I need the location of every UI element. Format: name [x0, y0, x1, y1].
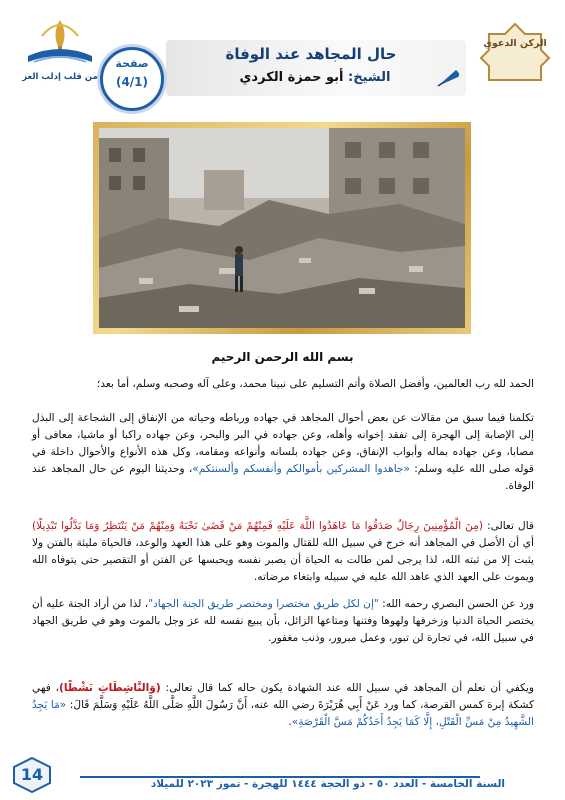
- author-label: الشيخ:: [348, 70, 391, 85]
- intro-end: ، وحديثنا اليوم عن حال المجاهد عند الوفاة.: [32, 463, 534, 492]
- rubble-photo-image: [99, 128, 465, 328]
- title-banner: [156, 40, 466, 96]
- hadith-jihad-quote: «جاهدوا المشركين بأموالكم وأنفسكم وألسنتكم»: [192, 463, 411, 475]
- author-line: [200, 70, 430, 85]
- hasan-commentary: ، لذا من أراد الجنة عليه أن يختصر الحياة الدنيا وزخرفها ولهوها وفتنها ومتاعها الزائل، بأن يبيع نفسه لله عز وجل بالموت وهو في طريق الجهاد في سبيل الله، في تجارة لن تبور، وعمل مبرور، وذنب مغفور.: [32, 598, 534, 644]
- section-badge: [479, 22, 551, 84]
- basmala: بسم الله الرحمن الرحيم: [211, 350, 354, 364]
- page-fraction: (4/1): [115, 75, 149, 89]
- paragraph-intro: [32, 410, 534, 495]
- page-word: صفحة: [115, 57, 149, 70]
- page-indicator: [100, 47, 164, 111]
- hasan-intro: ورد عن الحسن البصري رحمه الله:: [382, 598, 534, 610]
- pen-book-logo-icon: [14, 16, 106, 72]
- article-title: حال المجاهد عند الوفاة: [225, 45, 397, 63]
- ornament-frame-icon: [479, 22, 551, 84]
- paragraph-martyr: [32, 680, 534, 731]
- paragraph-hasan: [32, 596, 534, 647]
- verse-intro: قال تعالى:: [487, 520, 534, 532]
- martyr-end: .: [288, 716, 292, 728]
- opening-text: الحمد لله رب العالمين، وأفضل الصلاة وأتم التسليم على نبينا محمد، وعلى آله وصحبه وسلم، أما بعد؛: [96, 378, 534, 390]
- paragraph-verse: [32, 518, 534, 586]
- author-name: أبو حمزة الكردي: [239, 70, 344, 85]
- hasan-quote: "إن لكل طريق مختصرا ومختصر طريق الجنة الجهاد": [148, 598, 379, 610]
- martyr-intro: ويكفي أن نعلم أن المجاهد في سبيل الله عند الشهادة يكون حاله كما قال تعالى:: [165, 682, 534, 694]
- section-label: الركن الدعوي: [483, 38, 547, 49]
- page-number: 14: [20, 765, 44, 784]
- logo-brand-text: من قلب إدلب العز: [22, 72, 98, 82]
- quran-verse-2: (وَالنَّاشِطَاتِ نَشْطًا): [59, 682, 161, 694]
- article-photo: [93, 122, 471, 334]
- intro-text: تكلمنا فيما سبق من مقالات عن بعض أحوال المجاهد في جهاده ورباطه وحياته من الإنفاق إلى الشجاعة إلى البذل إلى الإصابة إلى الهجرة إلى تفقد إخوانه وأهله، وعن جهاده في البر والبحر، وعن جهاده راكبا أو ماشيا، معافى أو مصابا، وعن جهاده بماله وأبواب الإنفاق، وعن جهاده بلسانه وأنواعه ومقامه، وكل هذه الأنواع والأحوال داخلة في قوله صلى الله عليه وسلم:: [32, 412, 534, 475]
- quran-verse-1: (مِنَ الْمُؤْمِنِينَ رِجَالٌ صَدَقُوا مَا عَاهَدُوا اللَّهَ عَلَيْهِ فَمِنْهُمْ مَنْ قَضَىٰ نَحْبَهُ وَمِنْهُمْ مَنْ يَنْتَظِرُ وَمَا بَدَّلُوا تَبْدِيلًا): [32, 520, 484, 532]
- hadith-martyr-quote: «مَا يَجِدُ الشَّهِيدُ مِنْ مَسِّ الْقَتْلِ، إِلَّا كَمَا يَجِدُ أَحَدُكُمْ مَسَّ الْقَرْصَةِ»: [32, 699, 534, 728]
- issue-info: السنة الخامسة - العدد ٥٠ - ذو الحجة ١٤٤٤ للهجرة - تموز ٢٠٢٣ للميلاد: [150, 778, 505, 790]
- quill-icon: [436, 68, 462, 88]
- page-number-badge: [10, 756, 54, 794]
- verse-commentary: أي أن الأصل في المجاهد أنه خرج في سبيل الله للقتال والموت وهو على هذا العهد والوعد، فالحياة مليئة بالفتن ولا يثبت إلا من ثبته الله، لذا يرجى لمن طالت به الحياة أن يصبر نفسه ويحبسها عن الفتن أو التقصير حتى يتوفاه الله ويموت على العهد الذي عاهد الله عليه في سبيله وابتغاء مرضاته.: [32, 537, 534, 583]
- martyr-mid: ، فهي كشكة إبرة كمس القرصة، كما ورد عَنْ أَبِي هُرَيْرَةَ رضي الله عنه، أَنَّ رَسُولَ اللَّهِ صَلَّى اللَّهُ عَلَيْهِ وَسَلَّمَ قَالَ:: [32, 682, 535, 711]
- paragraph-opening: [32, 376, 534, 393]
- magazine-logo: [14, 16, 106, 94]
